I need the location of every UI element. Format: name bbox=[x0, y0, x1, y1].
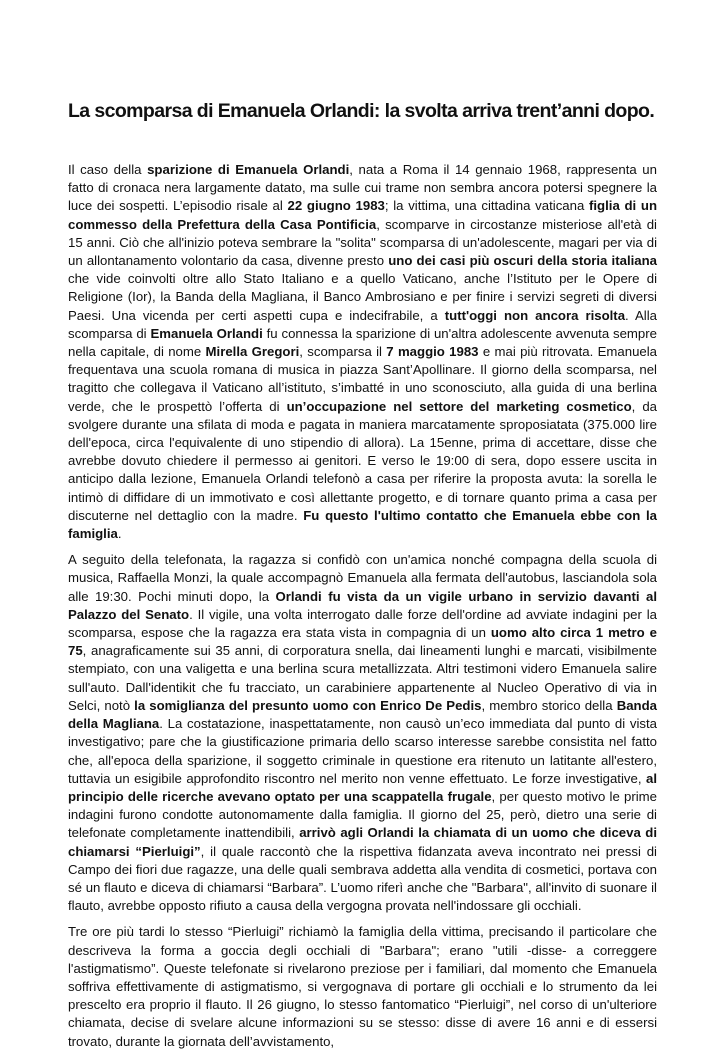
text-run: , membro storico della bbox=[481, 697, 617, 713]
text-run: che vide coinvolti oltre allo Stato Italiano e a quello Vaticano, anche l’Istituto per le Opere di Religione (Ior), la Banda della Magliana, il Banco Ambrosiano e per finire i servizi segreti di diversi Paesi. Una vicenda per certi aspetti cupa e indecifrabile, a bbox=[68, 271, 657, 323]
bold-text-run: Emanuela Orlandi bbox=[150, 325, 263, 341]
text-run: , scomparsa il bbox=[299, 344, 387, 360]
text-run: . Il vigile, una volta interrogato dalle forze dell'ordine ad avviate indagini per la scomparsa, espose che la ragazza era stata vista in compagnia di un bbox=[68, 606, 657, 641]
body-paragraph bbox=[68, 923, 657, 1050]
text-run: . La costatazione, inaspettatamente, non causò un’eco immediata dal punto di vista investigativo; pare che la giustificazione primaria dello scarso interesse sarebbe consistita nel fatto che, all'epoca della sparizione, il soggetto criminale in questione era ritenuto un latitante all'estero, tuttavia un esigibile approfondito riscontro nel merito non venne effettuato. Le forze investigative, bbox=[68, 716, 657, 786]
bold-text-run: Orlandi fu vista da un vigile urbano in servizio davanti al Palazzo del Senato bbox=[68, 588, 657, 622]
text-run: , nata a Roma il 14 gennaio 1968, rappresenta un fatto di cronaca nera largamente datato, ma sulle cui trame non sembra ancora potersi spegnere la luce dei sospetti. L’episodio risale al bbox=[68, 162, 657, 214]
bold-text-run: figlia di un commesso della Prefettura della Casa Pontificia bbox=[68, 198, 657, 232]
bold-text-run: un’occupazione nel settore del marketing cosmetico bbox=[286, 398, 632, 414]
bold-text-run: Fu questo l'ultimo contatto che Emanuela ebbe con la famiglia bbox=[68, 507, 657, 542]
text-run: A seguito della telefonata, la ragazza si confidò con un'amica nonché compagna della scuola di musica, Raffaella Monzi, la quale accompagnò Emanuela alla fermata dell'autobus, lasciandola sola alle 19:30. Pochi minuti dopo, la bbox=[68, 552, 657, 604]
text-run: , anagraficamente sui 35 anni, di corporatura snella, dai lineamenti lunghi e marcati, visibilmente stempiato, con una valigetta e una berlina scura metallizzata. Altri testimoni videro Emanuela salire sull'auto. Dall'identikit che fu tracciato, un carabiniere appartenente al Nucleo Operativo di via in Selci, notò bbox=[68, 643, 657, 713]
bold-text-run: arrivò agli Orlandi la chiamata di un uomo che diceva di chiamarsi “Pierluigi” bbox=[68, 825, 657, 859]
text-run: , per questo motivo le prime indagini furono condotte autonomamente dalla famiglia. Il giorno del 25, però, dietro una serie di telefonate completamente inattendibili, bbox=[68, 788, 657, 841]
text-run: Tre ore più tardi lo stesso “Pierluigi” richiamò la famiglia della vittima, precisando il particolare che descriveva la forma a goccia degli occhiali di "Barbara"; erano "utili -disse- a correggere l'astigmatismo”. Queste telefonate si rivelarono preziose per i familiari, dal momento che Emanuela soffriva effettivamente di astigmatismo, si vergognava di portare gli occhiali e lo strumento da lei prescelto era proprio il flauto. Il 26 giugno, lo stesso fantomatico “Pierluigi”, nel corso di un'ulteriore chiamata, decise di svelare alcune informazioni su se stesso: disse di avere 16 anni e di essersi trovato, durante la giornata dell’avvistamento, bbox=[68, 924, 657, 1049]
text-run: , da svolgere durante una sfilata di moda e pagata in maniera marcatamente sproposiatata (375.000 lire dell'epoca, circa l'equivalente di uno stipendio di allora). La 15enne, prima di accettare, disse che avrebbe dovuto chiedere il permesso ai genitori. E verso le 19:00 di sera, dopo essere uscita in anticipo dalla lezione, Emanuela Orlandi telefonò a casa per riferire la proposta avuta: la sorella le intimò di diffidare di un immotivato e così allettante progetto, e di tornare quanto prima a casa per discuterne nel dettaglio con la madre. bbox=[68, 398, 658, 523]
document-body bbox=[68, 161, 657, 1051]
body-paragraph bbox=[68, 551, 657, 915]
bold-text-run: tutt'oggi non ancora risolta bbox=[444, 307, 626, 323]
text-run: , scomparve in circostanze misteriose all'età di 15 anni. Ciò che all'inizio poteva sembrare la "solita" scomparsa di un'adolescente, magari per via di un allontanamento volontario da casa, divenne presto bbox=[68, 216, 657, 269]
body-paragraph bbox=[68, 161, 657, 543]
text-run: e mai più ritrovata. Emanuela frequentava una scuola romana di musica in piazza Sant’Apollinare. Il giorno della scomparsa, nel tragitto che collegava il Vaticano all’istituto, s’imbatté in uno sconosciuto, alla guida di una berlina verde, che le prospettò l’offerta di bbox=[68, 344, 658, 414]
bold-text-run: 7 maggio 1983 bbox=[386, 344, 479, 360]
bold-text-run: al principio delle ricerche avevano optato per una scappatella frugale bbox=[68, 770, 657, 804]
text-run: , il quale raccontò che la rispettiva fidanzata aveva incontrato nei pressi di Campo dei fiori due ragazze, una delle quali sembrava addetta alla vendita di cosmetici, portava con sé un flauto e diceva di chiamarsi “Barbara”. L’uomo riferì anche che "Barbara", all'invito di suonare il flauto, avrebbe opposto rifiuto a causa della vergogna provata nell'indossare gli occhiali. bbox=[68, 843, 657, 914]
bold-text-run: Banda della Magliana bbox=[68, 697, 657, 732]
bold-text-run: 22 giugno 1983 bbox=[287, 198, 385, 214]
text-run: . bbox=[117, 526, 122, 542]
document-title: La scomparsa di Emanuela Orlandi: la svolta arriva trent’anni dopo. bbox=[68, 100, 655, 122]
bold-text-run: la somiglianza del presunto uomo con Enrico De Pedis bbox=[134, 697, 482, 713]
text-run: . Alla scomparsa di bbox=[68, 307, 657, 341]
bold-text-run: sparizione di Emanuela Orlandi bbox=[147, 162, 350, 177]
bold-text-run: uomo alto circa 1 metro e 75 bbox=[68, 625, 657, 659]
text-run: fu connessa la sparizione di un'altra adolescente avvenuta sempre nella capitale, di nome bbox=[68, 325, 657, 360]
text-run: ; la vittima, una cittadina vaticana bbox=[384, 198, 589, 214]
bold-text-run: uno dei casi più oscuri della storia italiana bbox=[388, 253, 657, 269]
bold-text-run: Mirella Gregori bbox=[205, 344, 300, 360]
text-run: Il caso della bbox=[68, 162, 148, 177]
